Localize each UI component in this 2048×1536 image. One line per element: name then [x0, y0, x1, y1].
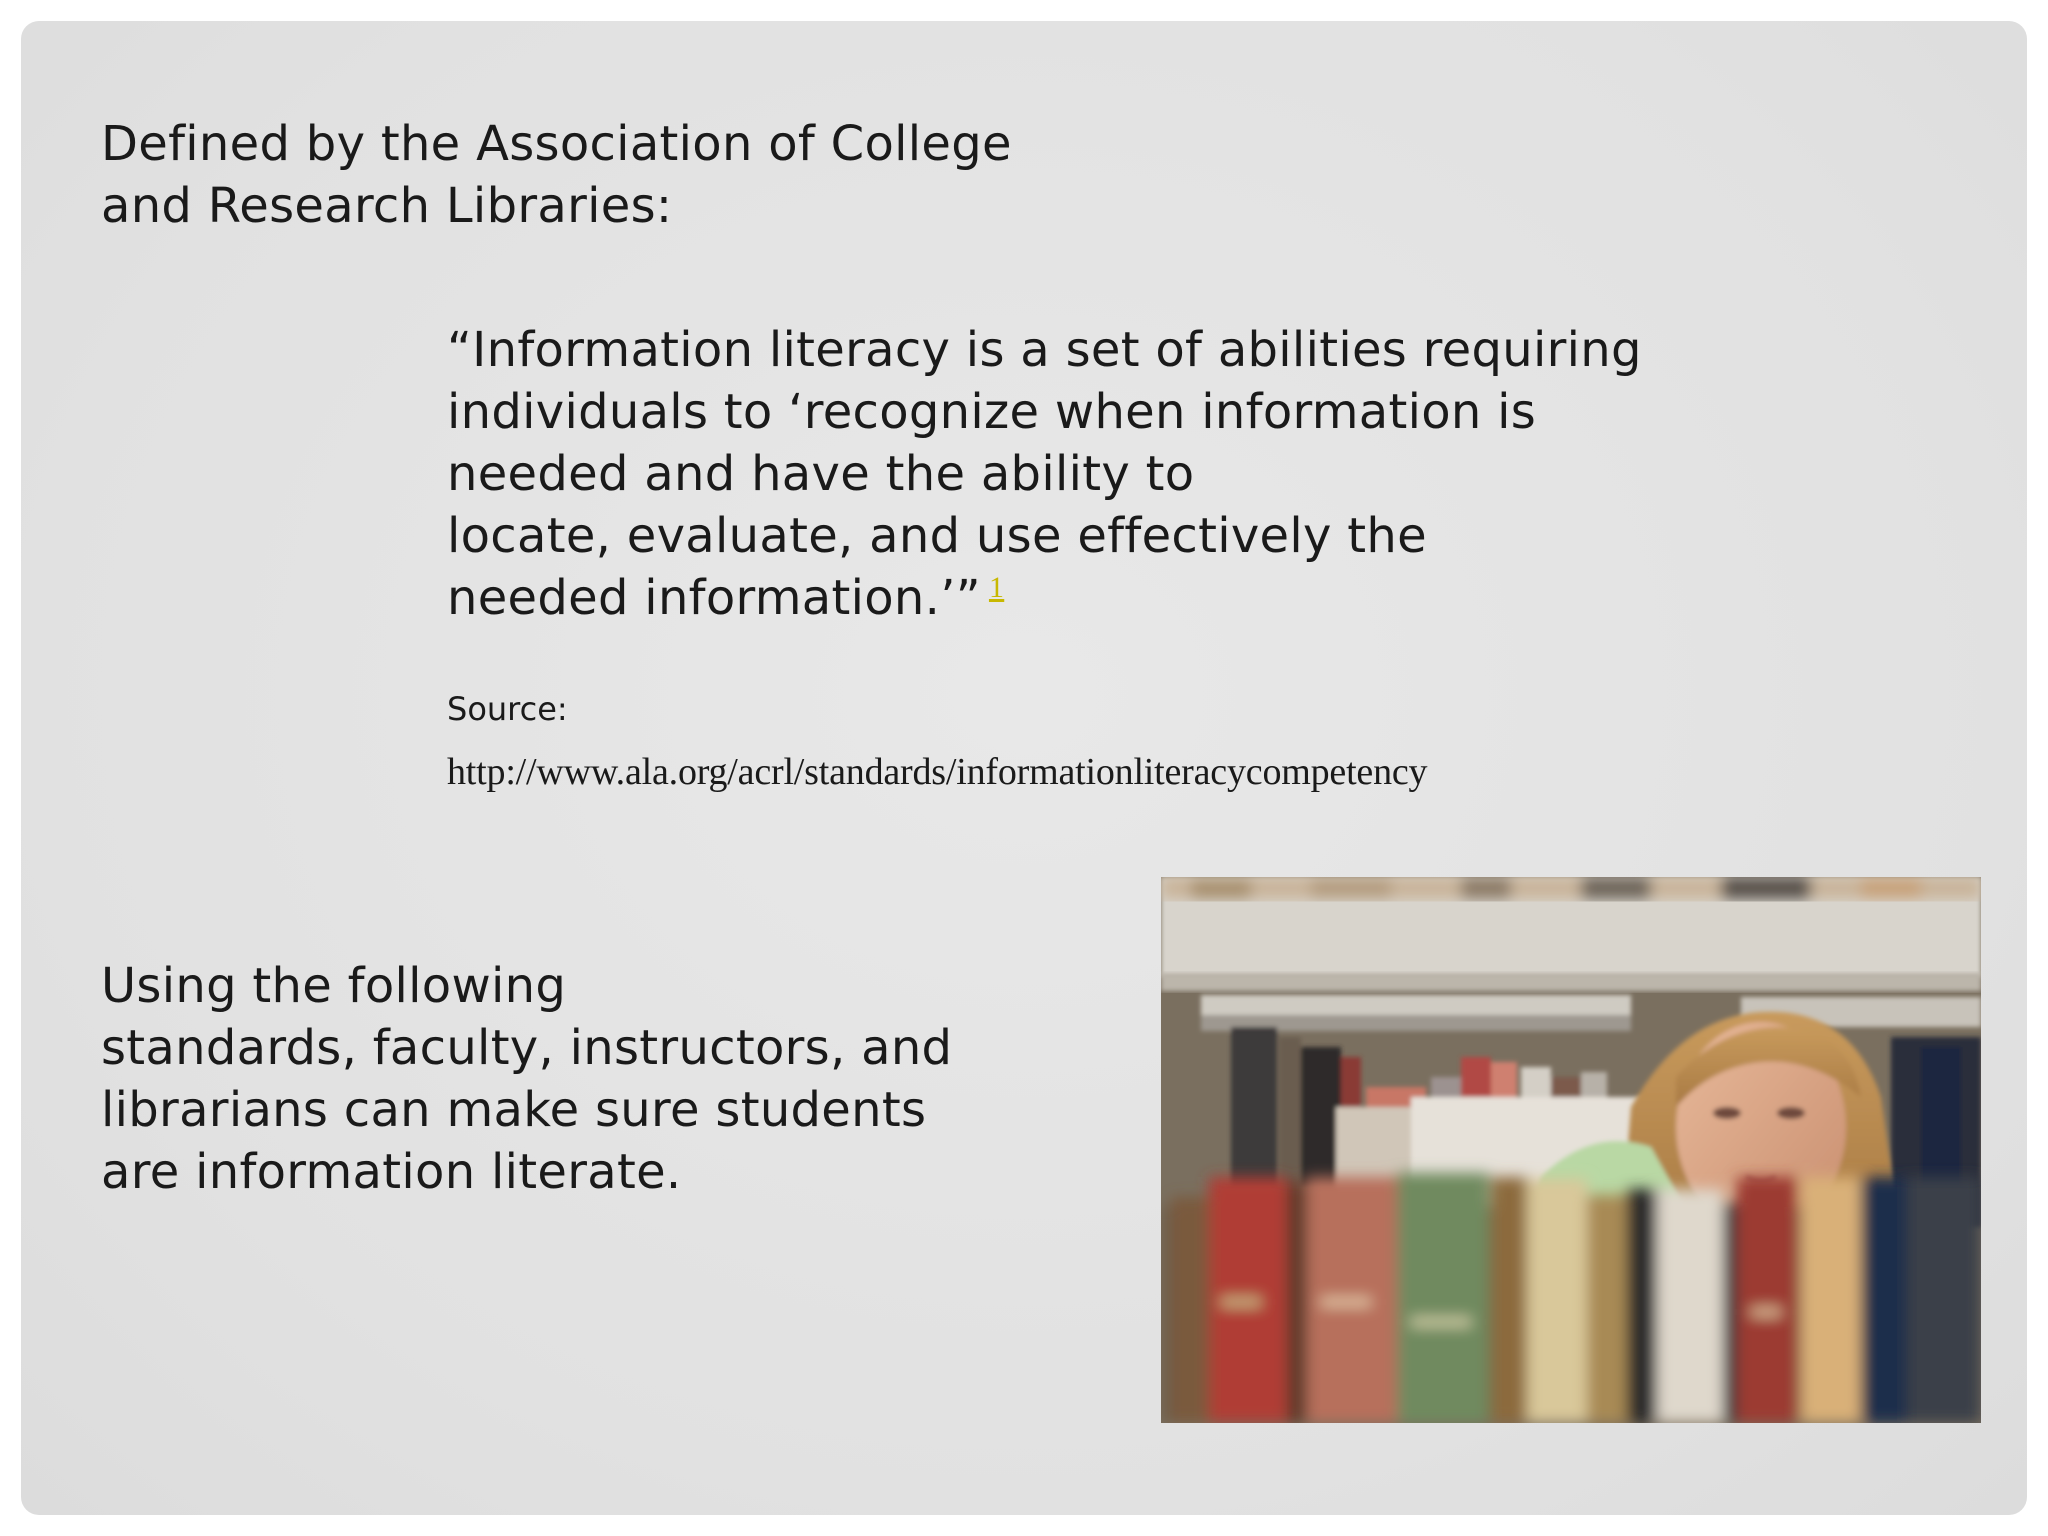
slide-heading: [101, 113, 1081, 237]
library-photo-illustration: [1161, 877, 1981, 1423]
source-url[interactable]: http://www.ala.org/acrl/standards/informationliteracycompetency: [447, 751, 1428, 793]
quote-line-1: “Information literacy is a set of abilities requiring: [447, 322, 1642, 378]
library-photo: [1161, 877, 1981, 1423]
body-paragraph: [101, 955, 1001, 1203]
heading-line-1: Defined by the Association of College: [101, 116, 1012, 172]
quote-line-2: individuals to ‘recognize when information is: [447, 384, 1537, 440]
quote-line-3: needed and have the ability to: [447, 446, 1195, 502]
body-line-3: librarians can make sure students: [101, 1082, 927, 1138]
slide: [21, 21, 2027, 1515]
body-line-1: Using the following: [101, 958, 567, 1014]
quote-line-5-text: needed information.’”: [447, 570, 981, 626]
definition-quote: [447, 319, 1667, 629]
quote-line-5: [447, 567, 1667, 629]
heading-line-2: and Research Libraries:: [101, 178, 673, 234]
body-line-2: standards, faculty, instructors, and: [101, 1020, 953, 1076]
quote-line-4: locate, evaluate, and use effectively the: [447, 508, 1427, 564]
body-line-4: are information literate.: [101, 1144, 682, 1200]
footnote-link[interactable]: 1: [988, 571, 1005, 604]
source-label: Source:: [447, 690, 568, 728]
